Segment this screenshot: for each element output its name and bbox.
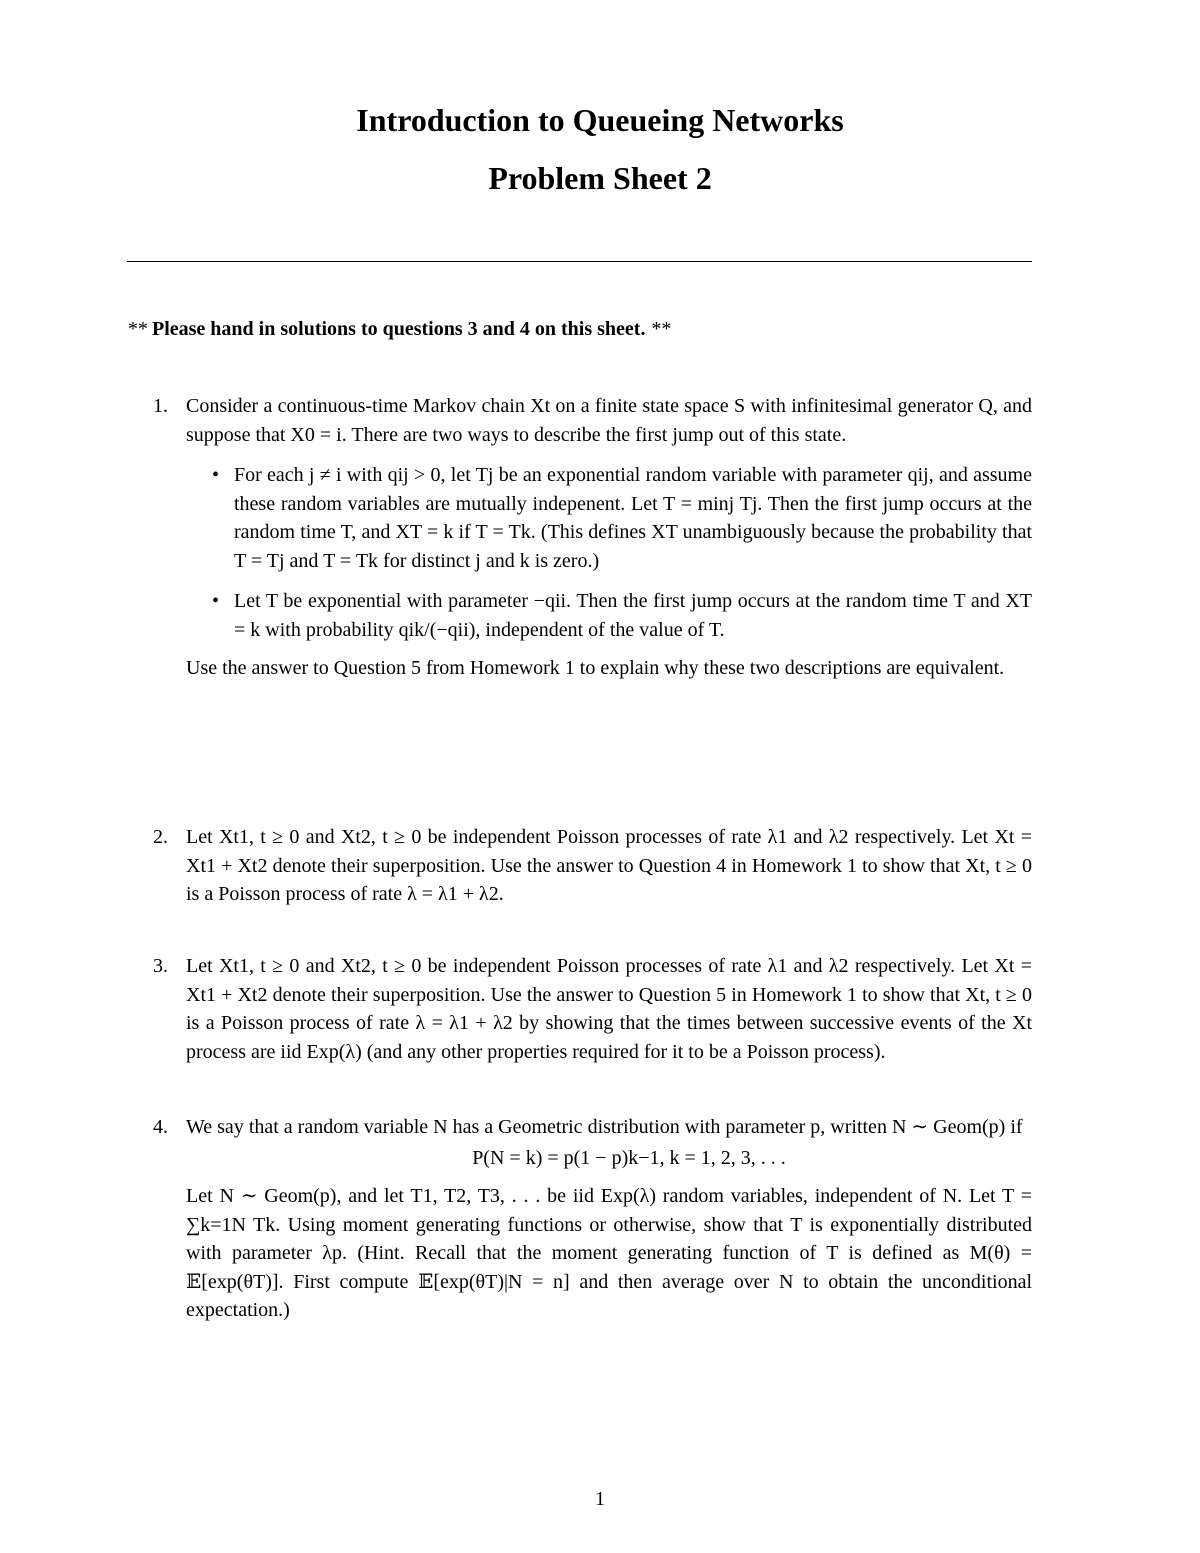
note-stars-right: **	[650, 318, 671, 340]
horizontal-rule	[127, 261, 1032, 262]
bullet-text: For each j ≠ i with qij > 0, let Tj be an exponential random variable with parameter qij, and assume these random variables are mutually indepenent. Let T = minj Tj. Then the first jump occurs at the random time T, and XT = k if T = Tk. (This defines XT unambiguously because the probability that T = Tj and T = Tk for distinct j and k is zero.)	[234, 464, 1032, 572]
bullet-item	[212, 461, 1032, 575]
page-number: 1	[595, 1488, 605, 1510]
question-4	[153, 1113, 1032, 1325]
question-number: 1.	[153, 395, 168, 417]
submission-note	[127, 318, 670, 341]
question-number: 2.	[153, 826, 168, 848]
question-outro: Let N ∼ Geom(p), and let T1, T2, T3, . . . be iid Exp(λ) random variables, independent of N. Let T = ∑k=1N Tk. Using moment generating functions or otherwise, show that T is exponentially distributed with parameter λp. (Hint. Recall that the moment generating function of T is defined as M(θ) = 𝔼[exp(θT)]. First compute 𝔼[exp(θT)|N = n] and then average over N to obtain the unconditional expectation.)	[186, 1185, 1032, 1321]
question-outro: Use the answer to Question 5 from Homework 1 to explain why these two descriptions are equivalent.	[186, 657, 1005, 679]
note-text: Please hand in solutions to questions 3 and 4 on this sheet.	[152, 318, 646, 340]
question-intro: Consider a continuous-time Markov chain Xt on a finite state space S with infinitesimal generator Q, and suppose that X0 = i. There are two ways to describe the first jump out of this state.	[186, 395, 1032, 446]
bullet-item	[212, 587, 1032, 644]
question-2	[153, 823, 1032, 909]
bullet-icon: •	[212, 590, 220, 612]
question-text: Let Xt1, t ≥ 0 and Xt2, t ≥ 0 be independent Poisson processes of rate λ1 and λ2 respectively. Let Xt = Xt1 + Xt2 denote their superposition. Use the answer to Question 5 in Homework 1 to show that Xt, t ≥ 0 is a Poisson process of rate λ = λ1 + λ2 by showing that the times between successive events of the Xt process are iid Exp(λ) (and any other properties required for it to be a Poisson process).	[186, 955, 1032, 1063]
question-text: Let Xt1, t ≥ 0 and Xt2, t ≥ 0 be independent Poisson processes of rate λ1 and λ2 respectively. Let Xt = Xt1 + Xt2 denote their superposition. Use the answer to Question 4 in Homework 1 to show that Xt, t ≥ 0 is a Poisson process of rate λ = λ1 + λ2.	[186, 826, 1032, 905]
note-stars-left: **	[127, 318, 147, 340]
question-1	[153, 392, 1032, 683]
bullet-text: Let T be exponential with parameter −qii. Then the first jump occurs at the random time T and XT = k with probability qik/(−qii), independent of the value of T.	[234, 590, 1032, 641]
question-number: 3.	[153, 955, 168, 977]
document-title: Introduction to Queueing Networks	[356, 102, 844, 138]
bullet-icon: •	[212, 464, 220, 486]
geometric-pmf-formula: P(N = k) = p(1 − p)k−1, k = 1, 2, 3, . . .	[472, 1146, 786, 1169]
question-3	[153, 952, 1032, 1066]
question-number: 4.	[153, 1116, 168, 1138]
document-subtitle: Problem Sheet 2	[488, 160, 712, 196]
question-intro: We say that a random variable N has a Geometric distribution with parameter p, written N ∼ Geom(p) if	[186, 1116, 1023, 1138]
